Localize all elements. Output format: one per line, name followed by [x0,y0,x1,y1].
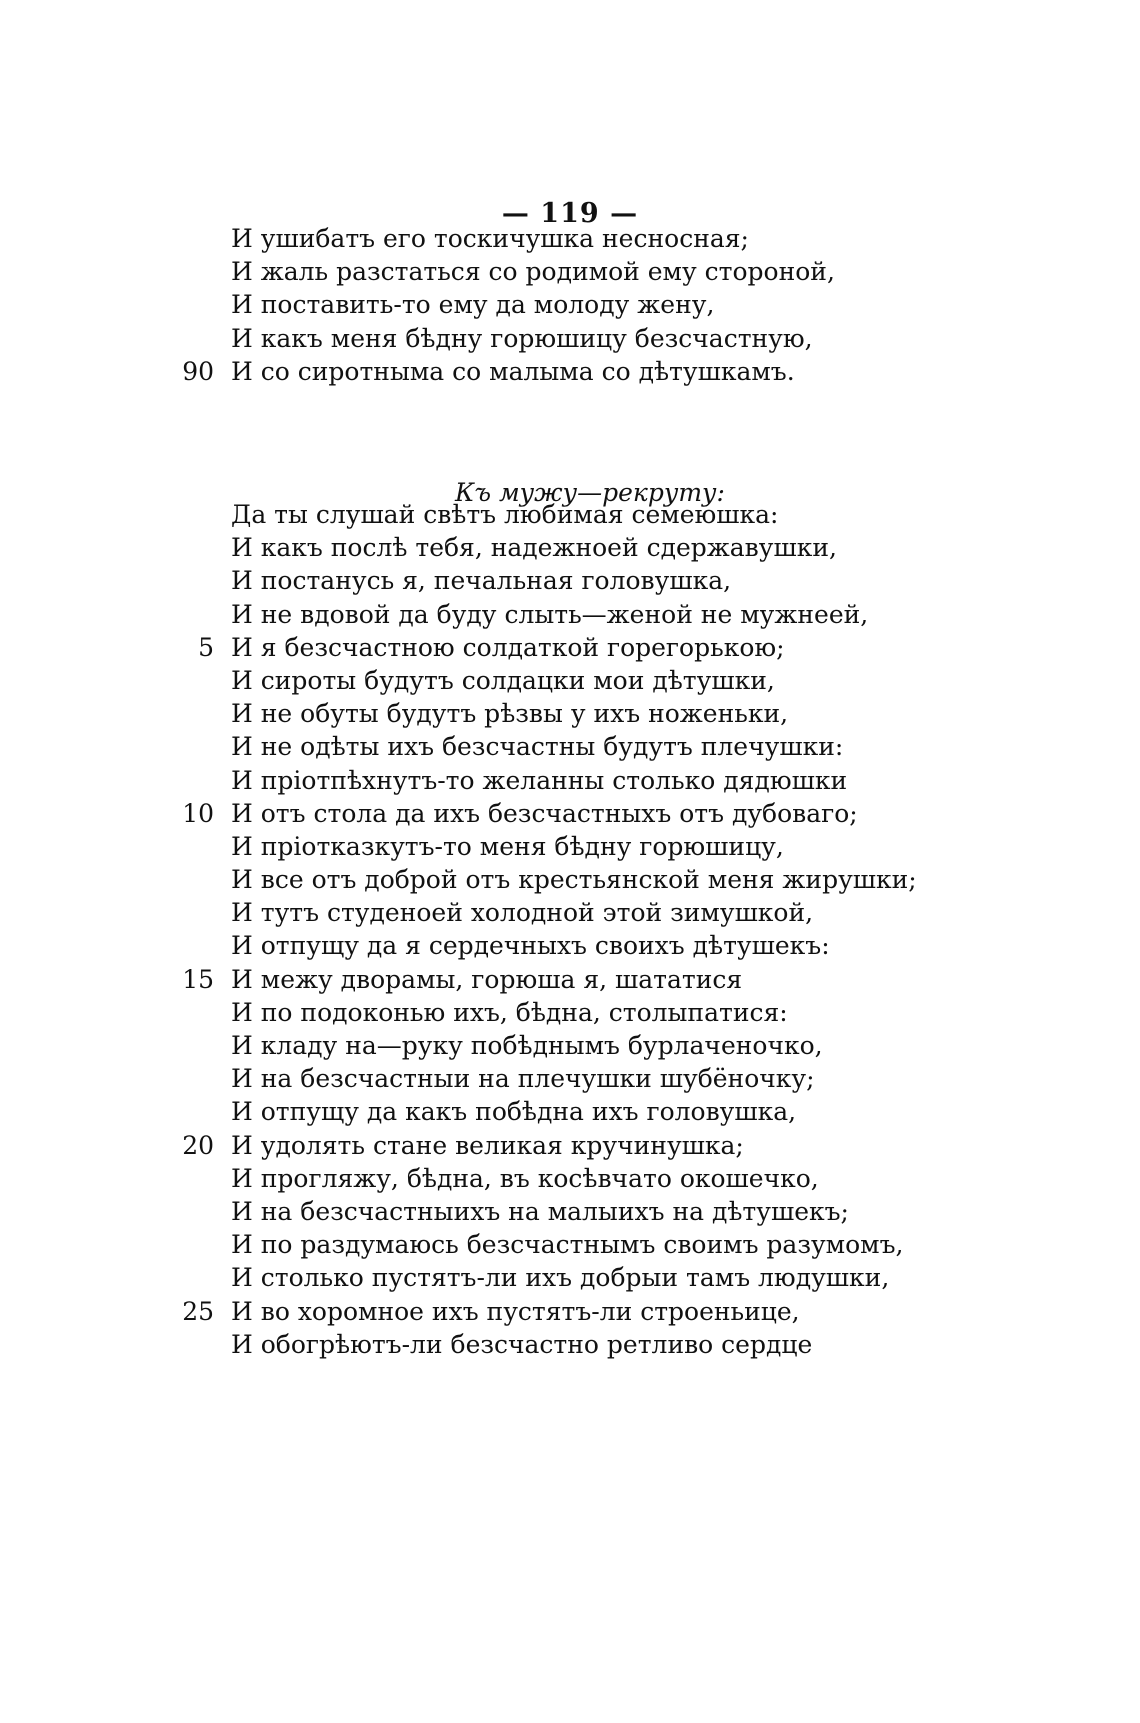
poem-line [0,963,1140,996]
poem-line [0,797,1140,830]
line-text: И обогрѣютъ-ли безсчастно ретливо сердце [231,1329,813,1359]
poem-line [0,355,1140,388]
line-text: И все отъ доброй отъ крестьянской меня жирушки; [231,865,917,895]
line-text: И кладу на—руку побѣднымъ бурлаченочко, [231,1031,823,1060]
line-number: 15 [182,964,214,994]
line-text: И по подоконью ихъ, бѣдна, столыпатися: [231,997,788,1027]
poem-line [0,730,1140,763]
line-text: И на безсчастныи на плечушки шубёночку; [231,1064,815,1094]
page-number: — 119 — [501,198,639,229]
poem-top-block [0,222,1140,388]
line-text: И пріотказкутъ-то меня бѣдну горюшицу, [231,831,784,861]
line-number: 90 [182,356,214,386]
line-text: И какъ послѣ тебя, надежноей сдержавушки, [231,533,837,563]
poem-line [0,863,1140,896]
line-text: И постанусь я, печальная головушка, [231,566,732,596]
poem-line [0,830,1140,863]
line-text: И отпущу да я сердечныхъ своихъ дѣтушекъ: [231,931,830,961]
line-text: И на безсчастныихъ на малыихъ на дѣтушекъ; [231,1196,849,1226]
poem-line [0,288,1140,321]
poem-line [0,1295,1140,1328]
line-text: И поставить-то ему да молоду жену, [231,290,715,320]
line-text: И я безсчастною солдаткой горегорькою; [231,632,785,662]
poem-line [0,1261,1140,1294]
poem-line [0,1029,1140,1062]
line-text: И столько пустятъ-ли ихъ добрыи тамъ людушки, [231,1263,890,1293]
line-text: И сироты будутъ солдацки мои дѣтушки, [231,665,775,695]
poem-line [0,531,1140,564]
poem-line [0,664,1140,697]
line-text: И пріотпѣхнутъ-то желанны столько дядюшки [231,765,848,795]
line-number: 5 [198,632,214,662]
poem-line [0,564,1140,597]
line-text: И тутъ студеноей холодной этой зимушкой, [231,898,814,928]
line-text: И не вдовой да буду слыть—женой не мужнеей, [231,599,869,629]
line-text: И удолять стане великая кручинушка; [231,1130,744,1160]
poem-line [0,322,1140,355]
poem-line [0,598,1140,631]
poem-line [0,255,1140,288]
poem-line [0,631,1140,664]
poem-line [0,1162,1140,1195]
poem-line [0,697,1140,730]
line-text: И не одѣты ихъ безсчастны будутъ плечушки: [231,732,844,762]
line-text: И межу дворамы, горюша я, шататися [231,964,743,994]
line-text: И во хоромное ихъ пустятъ-ли строеньице, [231,1296,800,1326]
poem-main-block [0,498,1140,1361]
line-number: 25 [182,1296,214,1326]
line-number: 10 [182,798,214,828]
poem-line [0,1129,1140,1162]
poem-line [0,996,1140,1029]
poem-line [0,929,1140,962]
line-text: И жаль разстаться со родимой ему стороной, [231,257,835,287]
line-number: 20 [182,1130,214,1160]
line-text: И какъ меня бѣдну горюшицу безсчастную, [231,323,813,353]
poem-line [0,1062,1140,1095]
line-text: И со сиротныма со малыма со дѣтушкамъ. [231,356,795,386]
line-text: И ушибатъ его тоскичушка несносная; [231,224,749,253]
poem-line [0,896,1140,929]
line-text: И прогляжу, бѣдна, въ косѣвчато окошечко, [231,1163,819,1193]
poem-line [0,1195,1140,1228]
poem-line [0,1095,1140,1128]
poem-line [0,222,1140,255]
poem-line [0,1228,1140,1261]
line-text: Да ты слушай свѣтъ любимая семеюшка: [231,500,779,529]
poem-line [0,498,1140,531]
line-text: И по раздумаюсь безсчастнымъ своимъ разумомъ, [231,1230,904,1260]
line-text: И отъ стола да ихъ безсчастныхъ отъ дубоваго; [231,798,858,828]
line-text: И отпущу да какъ побѣдна ихъ головушка, [231,1097,797,1127]
poem-line [0,764,1140,797]
section-heading: Къ мужу—рекруту: [455,478,725,507]
line-text: И не обуты будутъ рѣзвы у ихъ ноженьки, [231,699,789,729]
poem-line [0,1328,1140,1361]
